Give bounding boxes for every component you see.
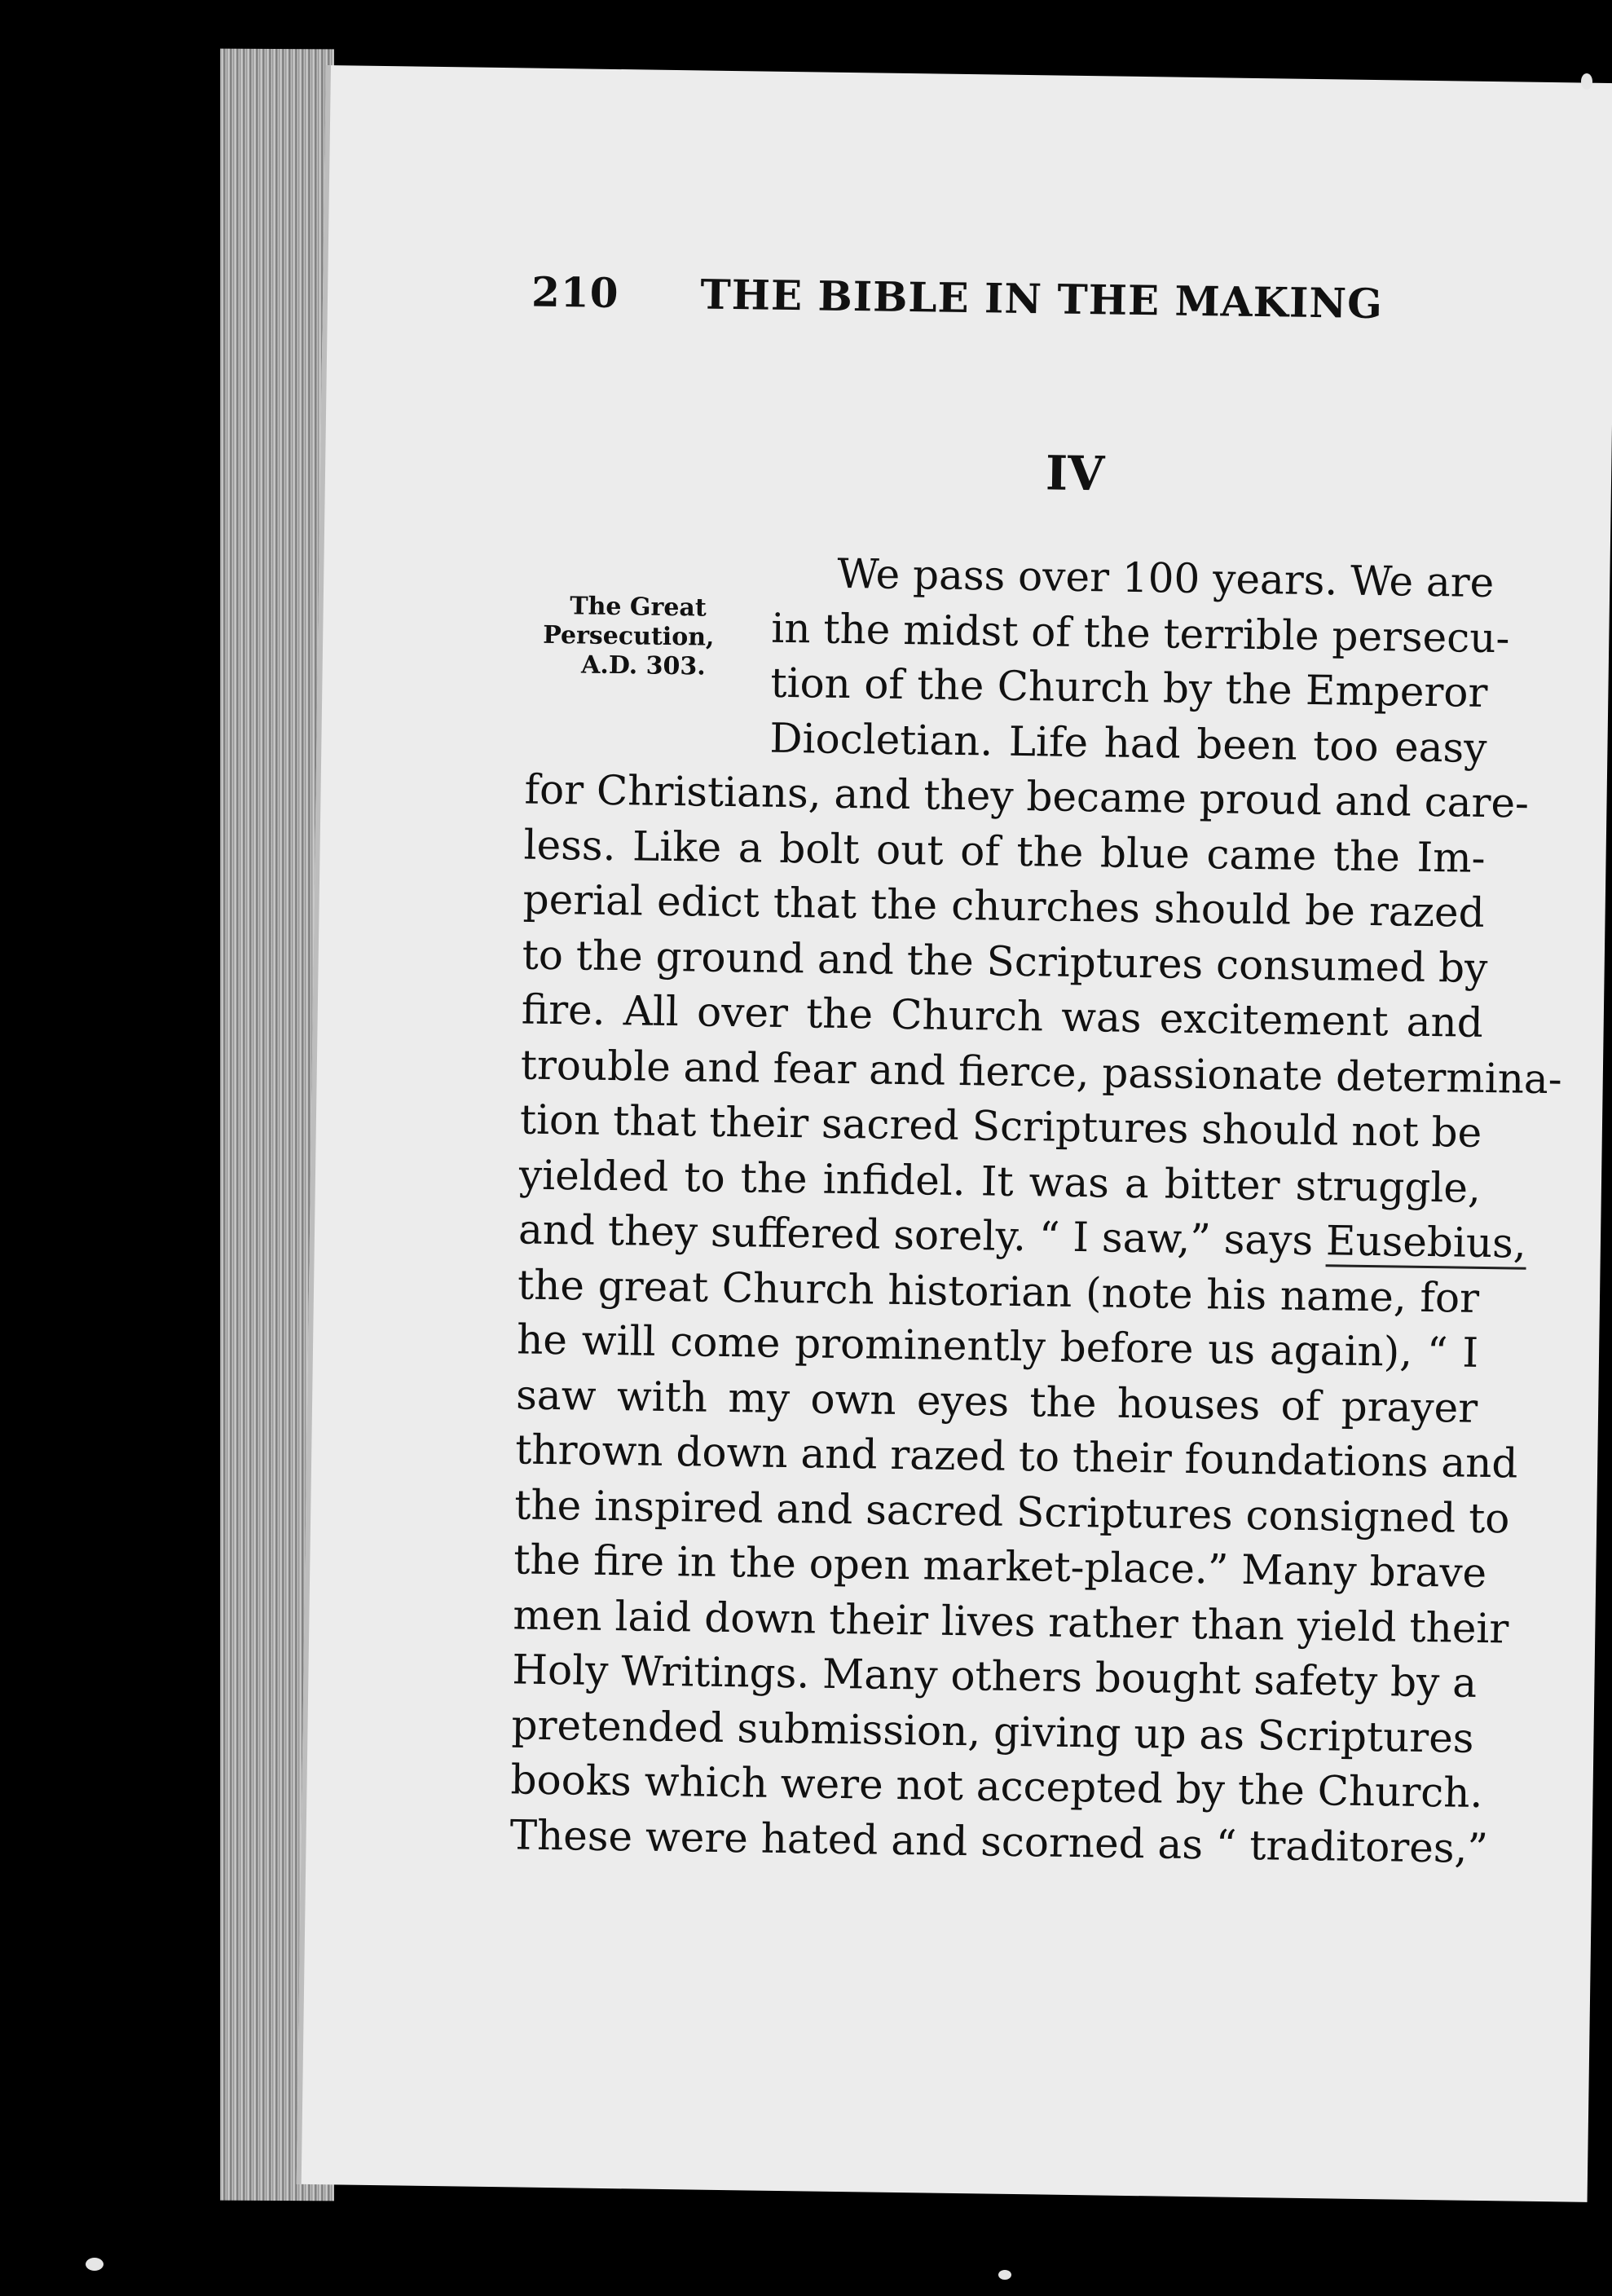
text-line: yielded to the infidel. It was a bitter struggle,: [518, 1150, 1482, 1212]
dust-speck: [86, 2258, 104, 2271]
text-line: men laid down their lives rather than yield their: [513, 1590, 1509, 1652]
text-line: in the midst of the terrible persecu-: [771, 604, 1510, 662]
body-wrap: [509, 543, 1563, 1876]
book-page: [297, 65, 1612, 2202]
text-line: tion of the Church by the Emperor: [770, 659, 1488, 716]
underlined-name: Eusebius,: [1326, 1217, 1527, 1269]
dust-speck: [998, 2270, 1011, 2280]
text-line: thrown down and razed to their foundations and: [514, 1426, 1518, 1487]
running-head: [531, 268, 1494, 329]
text-line: for Christians, and they became proud and care-: [524, 765, 1530, 827]
text-line: Holy Writings. Many others bought safety by a: [512, 1646, 1478, 1707]
chapter-section-number: IV: [1045, 445, 1105, 502]
text-line: the inspired and sacred Scriptures consigned to: [513, 1480, 1510, 1542]
text-line: tion that their sacred Scriptures should not be: [519, 1095, 1482, 1157]
text-line: he will come prominently before us again), “ I: [516, 1315, 1479, 1377]
page-content: [509, 267, 1563, 1876]
text-line: We pass over 100 years. We are: [836, 549, 1495, 607]
text-line: to the ground and the Scriptures consumed by: [522, 930, 1488, 992]
running-head-title: THE BIBLE IN THE MAKING: [700, 270, 1384, 328]
page-number: 210: [531, 267, 619, 318]
text-line: the fire in the open market-place.” Many brave: [513, 1536, 1487, 1598]
text-line: fire. All over the Church was excitement and: [521, 985, 1484, 1047]
sidenote-line: A.D. 303.: [580, 650, 706, 681]
text-segment: and they suffered sorely. “ I saw,” says: [518, 1205, 1327, 1265]
text-line: perial edict that the churches should be razed: [522, 875, 1486, 936]
dust-speck: [1581, 73, 1592, 90]
margin-sidenote: [543, 592, 715, 682]
text-line: Diocletian. Life had been too easy: [769, 714, 1487, 772]
text-line: pretended submission, giving up as Scriptures: [511, 1700, 1474, 1762]
sidenote-line: Persecution,: [543, 620, 715, 652]
text-line: less. Like a bolt out of the blue came the Im-: [523, 820, 1486, 882]
text-line: the great Church historian (note his name, for: [517, 1260, 1480, 1322]
body-paragraph: [509, 543, 1563, 1876]
text-line: saw with my own eyes the houses of prayer: [515, 1370, 1478, 1432]
text-line: trouble and fear and fierce, passionate determina-: [520, 1040, 1563, 1103]
text-line: These were hated and scorned as “ traditores,”: [509, 1810, 1489, 1872]
text-line: books which were not accepted by the Church.: [510, 1756, 1483, 1818]
sidenote-line: The Great: [570, 592, 707, 623]
